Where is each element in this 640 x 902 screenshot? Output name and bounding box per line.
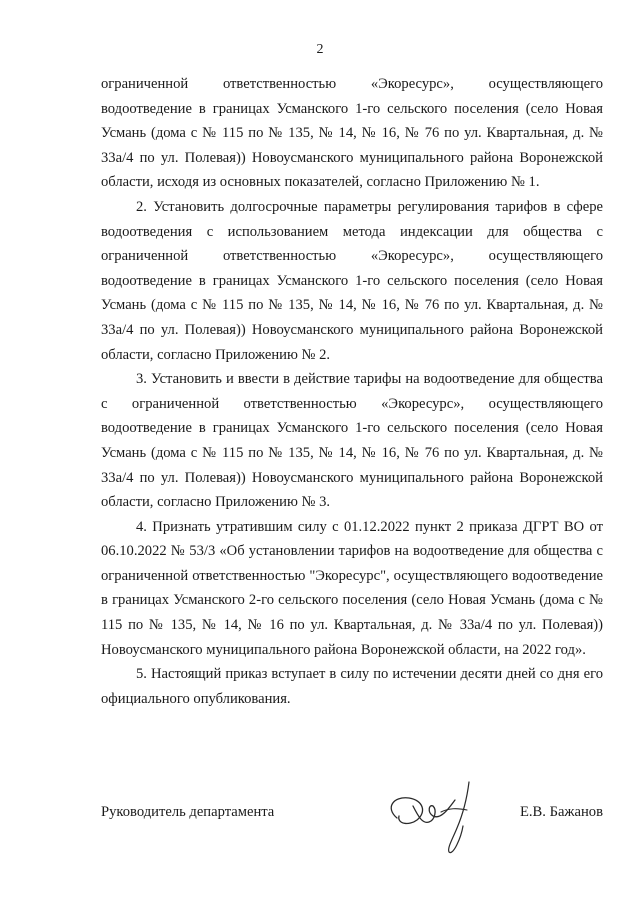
signatory-name: Е.В. Бажанов <box>519 804 603 820</box>
signature-block <box>101 788 603 868</box>
paragraph-continuation: ограниченной ответственностью «Экоресурс», осуществляющего водоотведение в границах Усманского 1-го сельского поселения (село Новая Усмань (дома с № 115 по № 135, № 14, № 16, № 76 по ул. Квартальная, д. № 33а/4 по ул. Полевая)) Новоусманского муниципального района Воронежской области, исходя из основных показателей, согласно Приложению № 1. <box>101 76 603 191</box>
page-number: 2 <box>316 42 324 57</box>
paragraph-item-4: 4. Признать утратившим силу с 01.12.2022 пункт 2 приказа ДГРТ ВО от 06.10.2022 № 53/3 «Об установлении тарифов на водоотведение для общества с ограниченной ответственностью "Экоресурс", осуществляющего водоотведение в границах Усманского 2-го сельского поселения (село Новая Усмань (дома с № 115 по № 135, № 14, № 16 по ул. Квартальная, д. № 33а/4 по ул. Полевая)) Новоусманского муниципального района Воронежской области, на 2022 год». <box>101 518 603 658</box>
signatory-title: Руководитель департамента <box>101 804 275 820</box>
paragraph-item-2: 2. Установить долгосрочные параметры регулирования тарифов в сфере водоотведения с использованием метода индексации для общества с ограниченной ответственностью «Экоресурс», осуществляющего водоотведение в границах Усманского 1-го сельского поселения (село Новая Усмань (дома с № 115 по № 135, № 14, № 16, № 76 по ул. Квартальная, д. № 33а/4 по ул. Полевая)) Новоусманского муниципального района Воронежской области, согласно Приложению № 2. <box>101 198 603 363</box>
document-body <box>101 72 603 711</box>
paragraph-item-3: 3. Установить и ввести в действие тарифы на водоотведение для общества с ограниченной ответственностью «Экоресурс», осуществляющего водоотведение в границах Усманского 1-го сельского поселения (село Новая Усмань (дома с № 115 по № 135, № 14, № 16, № 76 по ул. Квартальная, д. № 33а/4 по ул. Полевая)) Новоусманского муниципального района Воронежской области, согласно Приложению № 3. <box>101 371 603 511</box>
paragraph-item-5: 5. Настоящий приказ вступает в силу по истечении десяти дней со дня его официального опубликования. <box>101 666 603 707</box>
handwritten-signature <box>383 778 493 856</box>
